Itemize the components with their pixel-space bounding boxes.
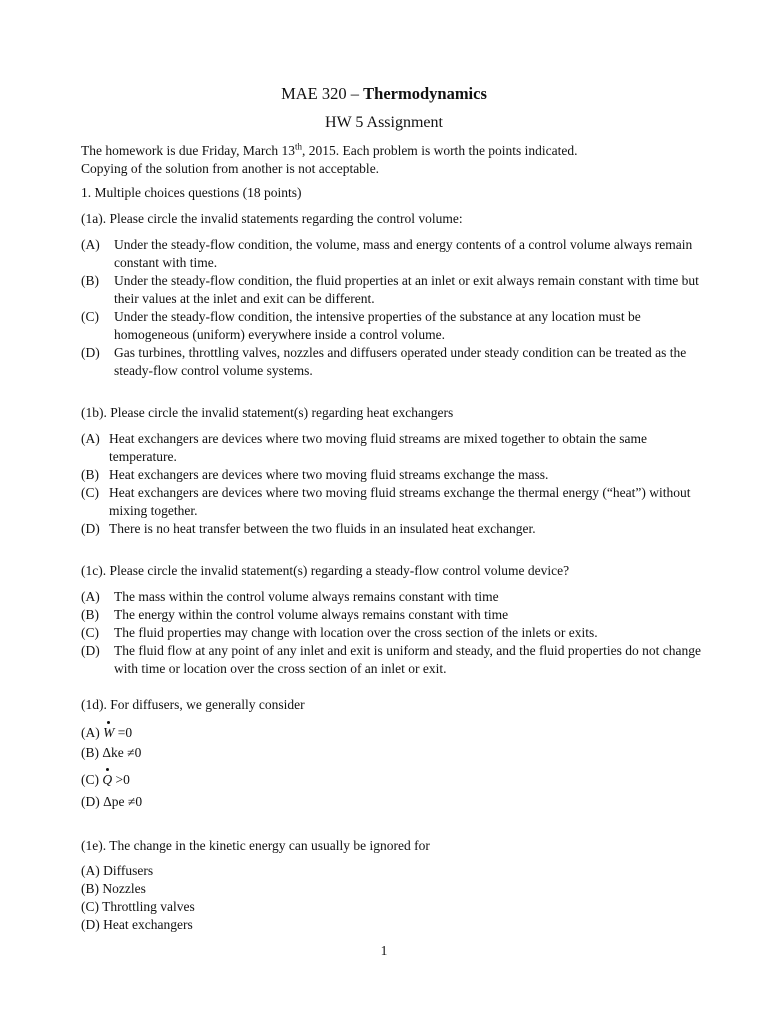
work-rate-symbol: W bbox=[103, 725, 115, 740]
course-code: MAE 320 – bbox=[281, 84, 364, 103]
choice-1e-d: (D) Heat exchangers bbox=[81, 917, 193, 932]
intro-paragraph bbox=[81, 142, 701, 178]
choice-1d-b: (B) Δke ≠0 bbox=[81, 745, 142, 760]
question-1e-prompt: (1e). The change in the kinetic energy can usually be ignored for bbox=[81, 838, 430, 853]
question-1a-prompt: (1a). Please circle the invalid statements regarding the control volume: bbox=[81, 211, 463, 226]
choice-1c-b: (B) The energy within the control volume always remains constant with time bbox=[81, 607, 509, 622]
choice-1b-d: (D) There is no heat transfer between the two fluids in an insulated heat exchanger. bbox=[81, 521, 536, 536]
choice-1a-b: (B) Under the steady-flow condition, the fluid properties at an inlet or exit always remain constant with time but their values at the inlet and exit can be different. bbox=[81, 273, 699, 306]
question-1b-choices bbox=[81, 430, 701, 538]
choice-1d-a: (A) W =0 bbox=[81, 725, 133, 740]
intro-line-2: Copying of the solution from another is not acceptable. bbox=[81, 161, 380, 176]
question-1b-prompt: (1b). Please circle the invalid statement(s) regarding heat exchangers bbox=[81, 405, 454, 420]
choice-1c-a: (A) The mass within the control volume always remains constant with time bbox=[81, 589, 499, 604]
choice-1a-a: (A) Under the steady-flow condition, the volume, mass and energy contents of a control volume always remain constant with time. bbox=[81, 237, 693, 270]
choice-1c-c: (C) The fluid properties may change with location over the cross section of the inlets or exits. bbox=[81, 625, 598, 640]
choice-1b-a: (A) Heat exchangers are devices where two moving fluid streams are mixed together to obtain the same temperature. bbox=[81, 431, 647, 464]
choice-1e-c: (C) Throttling valves bbox=[81, 899, 195, 914]
question-1d-prompt: (1d). For diffusers, we generally consider bbox=[81, 697, 305, 712]
choice-1b-c: (C) Heat exchangers are devices where two moving fluid streams exchange the thermal energy (“heat”) without mixing together. bbox=[81, 485, 691, 518]
course-name: Thermodynamics bbox=[363, 84, 487, 103]
question-1c-prompt: (1c). Please circle the invalid statement(s) regarding a steady-flow control volume device? bbox=[81, 563, 570, 578]
choice-1a-c: (C) Under the steady-flow condition, the intensive properties of the substance at any location must be homogeneous (uniform) everywhere inside a control volume. bbox=[81, 309, 641, 342]
choice-1d-c: (C) Q >0 bbox=[81, 772, 130, 787]
page-title bbox=[0, 83, 768, 105]
choice-1d-d: (D) Δpe ≠0 bbox=[81, 794, 143, 809]
choice-1e-a: (A) Diffusers bbox=[81, 863, 154, 878]
page-number: 1 bbox=[380, 943, 388, 958]
assignment-title: HW 5 Assignment bbox=[325, 114, 443, 131]
intro-line-1: The homework is due Friday, March 13th, 2015. Each problem is worth the points indicated. bbox=[81, 141, 578, 158]
choice-1a-d: (D) Gas turbines, throttling valves, nozzles and diffusers operated under steady condition can be treated as the steady-flow control volume systems. bbox=[81, 345, 687, 378]
choice-1e-b: (B) Nozzles bbox=[81, 881, 146, 896]
question-1c-choices bbox=[81, 588, 701, 678]
heat-rate-symbol: Q bbox=[102, 772, 113, 787]
section-heading: 1. Multiple choices questions (18 points) bbox=[81, 185, 302, 200]
choice-1b-b: (B) Heat exchangers are devices where two moving fluid streams exchange the mass. bbox=[81, 467, 549, 482]
choice-1c-d: (D) The fluid flow at any point of any inlet and exit is uniform and steady, and the fluid properties do not change with time or location over the cross section of an inlet or exit. bbox=[81, 643, 701, 676]
question-1a-choices bbox=[81, 236, 701, 380]
